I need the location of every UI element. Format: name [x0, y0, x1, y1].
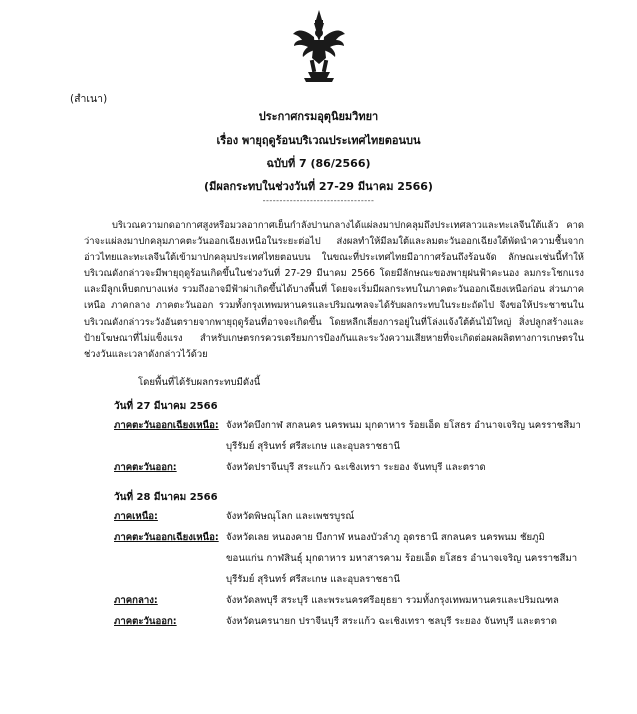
province-line: ขอนแก่น กาฬสินธุ์ มุกดาหาร มหาสารคาม ร้อยเอ็ด ยโสธร อำนาจเจริญ นครราชสีมา	[226, 553, 578, 564]
province-line: จังหวัดนครนายก ปราจีนบุรี สระแก้ว ฉะเชิงเทรา ชลบุรี ระยอง จันทบุรี และตราด	[226, 616, 557, 627]
region-row	[114, 415, 594, 457]
region-label: ภาคกลาง:	[114, 595, 158, 606]
region-row	[114, 611, 594, 632]
province-line: บุรีรัมย์ สุรินทร์ ศรีสะเกษ และอุบลราชธานี	[226, 441, 400, 452]
impact-period: (มีผลกระทบในช่วงวันที่ 27-29 มีนาคม 2566)	[204, 180, 433, 193]
region-label: ภาคตะวันออกเฉียงเหนือ:	[114, 532, 219, 543]
affected-areas-intro: โดยพื้นที่ได้รับผลกระทบมีดังนี้	[138, 377, 261, 388]
region-row	[114, 457, 594, 478]
province-line: จังหวัดเลย หนองคาย บึงกาฬ หนองบัวลำภู อุดรธานี สกลนคร นครพนม ชัยภูมิ	[226, 532, 545, 543]
region-row	[114, 527, 594, 590]
announcement-subject: เรื่อง พายุฤดูร้อนบริเวณประเทศไทยตอนบน	[216, 134, 421, 147]
region-row	[114, 506, 594, 527]
region-provinces	[226, 611, 596, 632]
province-line: บุรีรัมย์ สุรินทร์ ศรีสะเกษ และอุบลราชธานี	[226, 574, 400, 585]
day-heading: วันที่ 27 มีนาคม 2566	[114, 401, 218, 412]
separator-line: ---------------------------------	[262, 196, 375, 205]
region-provinces	[226, 590, 596, 611]
region-label: ภาคตะวันออก:	[114, 616, 177, 627]
province-line: จังหวัดลพบุรี สระบุรี และพระนครศรีอยุธยา รวมทั้งกรุงเทพมหานครและปริมณฑล	[226, 595, 559, 606]
region-label: ภาคตะวันออกเฉียงเหนือ:	[114, 420, 219, 431]
announcement-issue: ฉบับที่ 7 (86/2566)	[266, 157, 371, 170]
body-paragraph: บริเวณความกดอากาศสูงหรือมวลอากาศเย็นกำลังปานกลางได้แผ่ลงมาปกคลุมถึงประเทศลาวและทะเลจีนใต้แล้ว คาดว่าจะแผ่ลงมาปกคลุมภาคตะวันออกเฉียงเหนือในระยะต่อไป ส่งผลทำให้มีลมใต้และลมตะวันออกเฉียงใต้พัดนำความชื้นจากอ่าวไทยและทะเลจีนใต้เข้ามาปกคลุมประเทศไทยตอนบน ในขณะที่ประเทศไทยมีอากาศร้อนถึงร้อนจัด ลักษณะเช่นนี้ทำให้บริเวณดังกล่าวจะมีพายุฤดูร้อนเกิดขึ้นในช่วงวันที่ 27-29 มีนาคม 2566 โดยมีลักษณะของพายุฝนฟ้าคะนอง ลมกระโชกแรง และมีลูกเห็บตกบางแห่ง รวมถึงอาจมีฟ้าผ่าเกิดขึ้นได้บางพื้นที่ โดยจะเริ่มมีผลกระทบในภาคตะวันออกเฉียงเหนือก่อน ส่วนภาคเหนือ ภาคกลาง ภาคตะวันออก รวมทั้งกรุงเทพมหานครและปริมณฑลจะได้รับผลกระทบในระยะถัดไป จึงขอให้ประชาชนในบริเวณดังกล่าวระวังอันตรายจากพายุฤดูร้อนที่อาจจะเกิดขึ้น โดยหลีกเลี่ยงการอยู่ในที่โล่งแจ้งใต้ต้นไม้ใหญ่ สิ่งปลูกสร้างและป้ายโฆษณาที่ไม่แข็งแรง สำหรับเกษตรกรควรเตรียมการป้องกันและระวังความเสียหายที่จะเกิดต่อผลผลิตทางการเกษตรในช่วงวันและเวลาดังกล่าวไว้ด้วย	[84, 220, 584, 360]
region-provinces	[226, 506, 596, 527]
copy-label: (สำเนา)	[70, 93, 108, 105]
region-provinces	[226, 457, 596, 478]
region-label: ภาคเหนือ:	[114, 511, 158, 522]
province-line: จังหวัดพิษณุโลก และเพชรบูรณ์	[226, 511, 355, 522]
province-line: จังหวัดบึงกาฬ สกลนคร นครพนม มุกดาหาร ร้อยเอ็ด ยโสธร อำนาจเจริญ นครราชสีมา	[226, 420, 581, 431]
region-provinces	[226, 527, 596, 590]
day-heading: วันที่ 28 มีนาคม 2566	[114, 492, 218, 503]
announcement-org: ประกาศกรมอุตุนิยมวิทยา	[258, 110, 379, 123]
region-row	[114, 590, 594, 611]
region-provinces	[226, 415, 596, 457]
province-line: จังหวัดปราจีนบุรี สระแก้ว ฉะเชิงเทรา ระยอง จันทบุรี และตราด	[226, 462, 486, 473]
garuda-emblem-icon	[292, 10, 346, 84]
region-label: ภาคตะวันออก:	[114, 462, 177, 473]
